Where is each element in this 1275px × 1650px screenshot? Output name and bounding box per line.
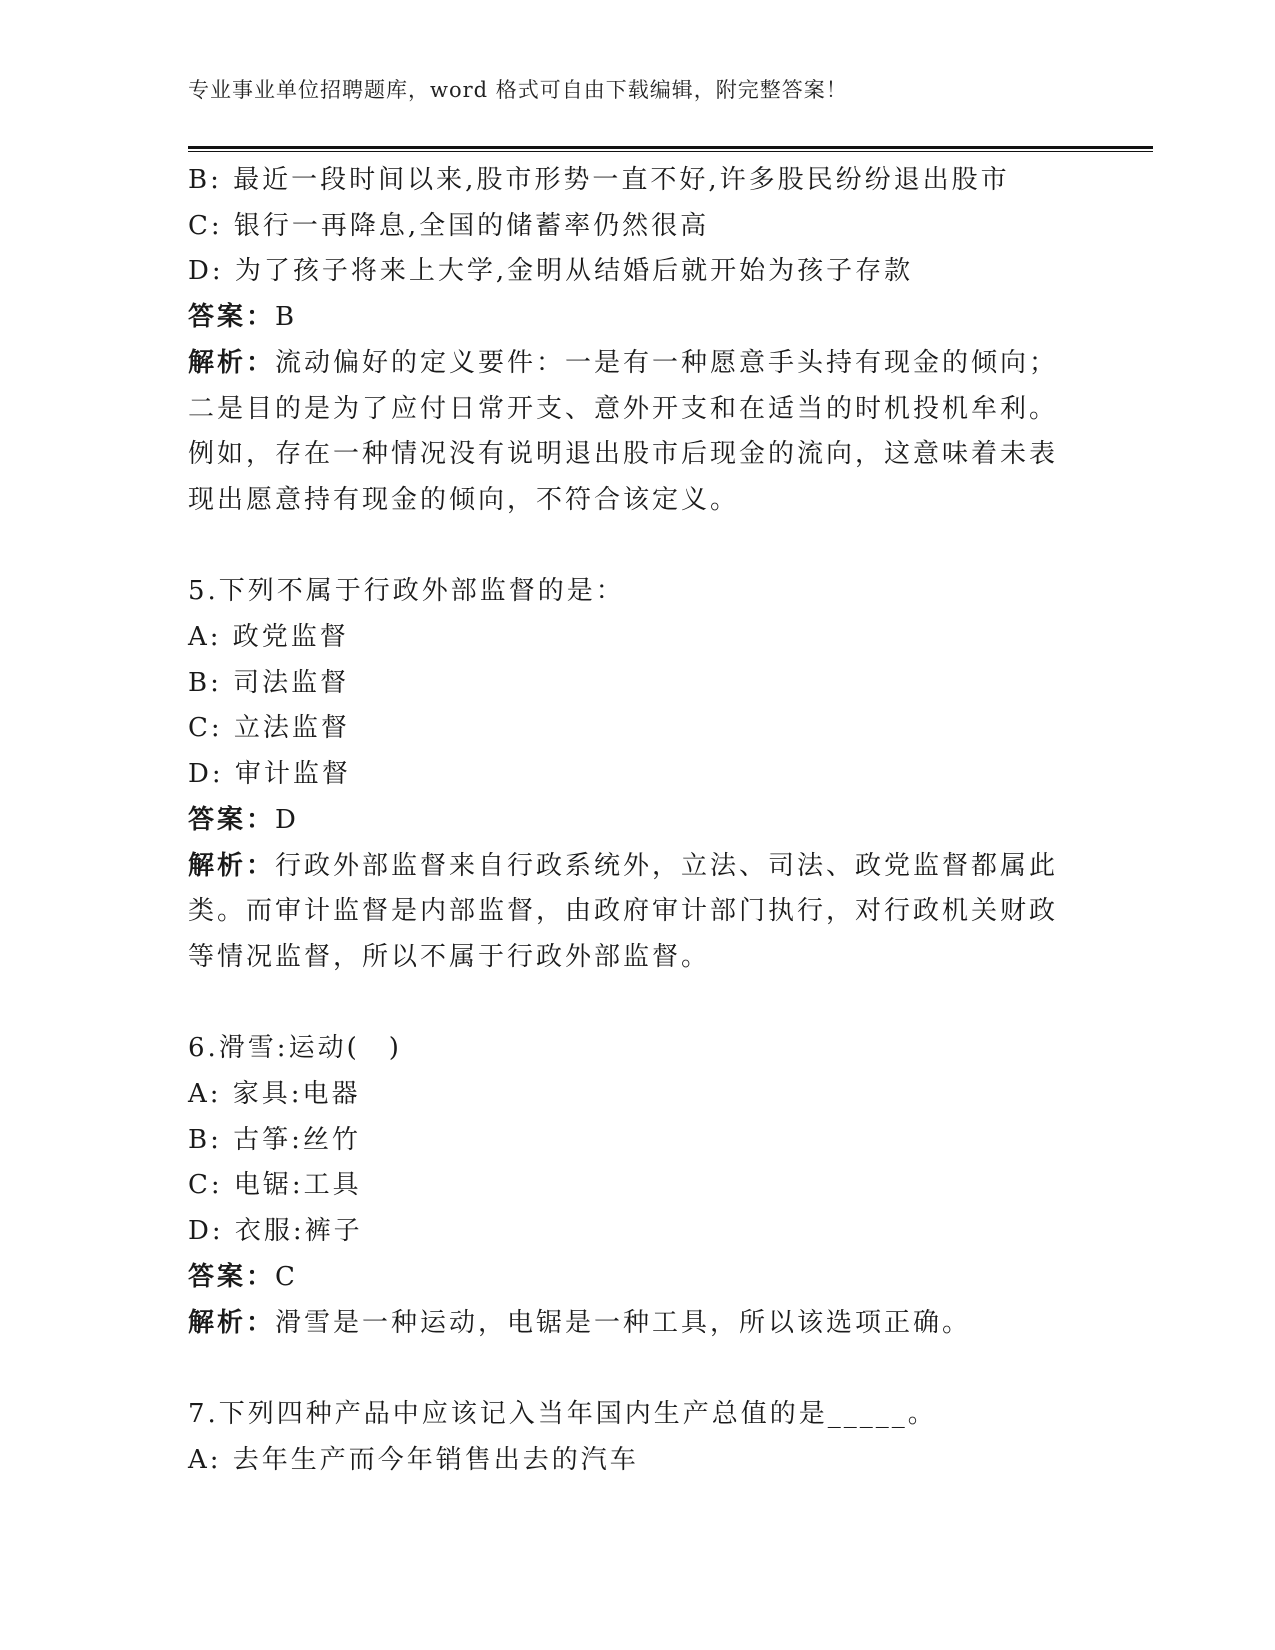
analysis-line: 等情况监督，所以不属于行政外部监督。 [188,941,711,972]
question-stem: 7.下列四种产品中应该记入当年国内生产总值的是_____。 [188,1398,937,1429]
analysis-text: 滑雪是一种运动，电锯是一种工具，所以该选项正确。 [275,1307,972,1338]
analysis-line: 类。而审计监督是内部监督，由政府审计部门执行，对行政机关财政 [188,896,1059,927]
analysis-line [188,1301,1068,1347]
spacer [188,981,1068,1027]
option-b: B: 司法监督 [188,667,350,698]
option-c: C: 立法监督 [188,713,350,744]
question-6 [188,1026,1068,1346]
answer-value: C [275,1261,298,1292]
option-b: B: 古筝:丝竹 [188,1124,361,1155]
header-rule-thick [188,146,1153,149]
option-a: A: 政党监督 [188,622,349,653]
option-d: D: 为了孩子将来上大学,金明从结婚后就开始为孩子存款 [188,256,914,287]
analysis-line: 现出愿意持有现金的倾向，不符合该定义。 [188,484,740,515]
spacer [188,524,1068,570]
analysis-label: 解析： [188,1307,276,1338]
analysis-line: 二是目的是为了应付日常开支、意外开支和在适当的时机投机牟利。 [188,393,1059,424]
question-7 [188,1392,1068,1483]
analysis-line [188,341,1068,387]
answer-line [188,798,1068,844]
answer-label: 答案： [188,804,276,835]
option-b: B: 最近一段时间以来,股市形势一直不好,许多股民纷纷退出股市 [188,165,1010,195]
option-d: D: 审计监督 [188,759,351,790]
analysis-text: 流动偏好的定义要件：一是有一种愿意手头持有现金的倾向； [275,347,1059,378]
analysis-label: 解析： [188,850,276,881]
answer-value: D [275,804,299,835]
analysis-label: 解析： [188,347,276,378]
analysis-text: 行政外部监督来自行政系统外，立法、司法、政党监督都属此 [275,850,1059,881]
document-header-note: 专业事业单位招聘题库，word 格式可自由下载编辑，附完整答案！ [188,78,848,102]
answer-line [188,1255,1068,1301]
option-c: C: 银行一再降息,全国的储蓄率仍然很高 [188,210,710,241]
answer-value: B [275,302,298,333]
document-body [188,158,1068,1483]
analysis-line [188,844,1068,890]
option-a: A: 家具:电器 [188,1079,361,1110]
answer-label: 答案： [188,302,276,333]
answer-label: 答案： [188,1261,276,1292]
question-stem: 6.滑雪:运动( ) [188,1033,402,1064]
option-d: D: 衣服:裤子 [188,1216,363,1247]
analysis-line: 例如，存在一种情况没有说明退出股市后现金的流向，这意味着未表 [188,439,1059,470]
option-c: C: 电锯:工具 [188,1170,362,1201]
spacer [188,1346,1068,1392]
answer-line [188,295,1068,341]
header-rule-thin [188,151,1153,152]
option-a: A: 去年生产而今年销售出去的汽车 [188,1444,639,1475]
previous-question [188,158,1068,524]
question-5 [188,569,1068,980]
question-stem: 5.下列不属于行政外部监督的是： [188,576,625,607]
